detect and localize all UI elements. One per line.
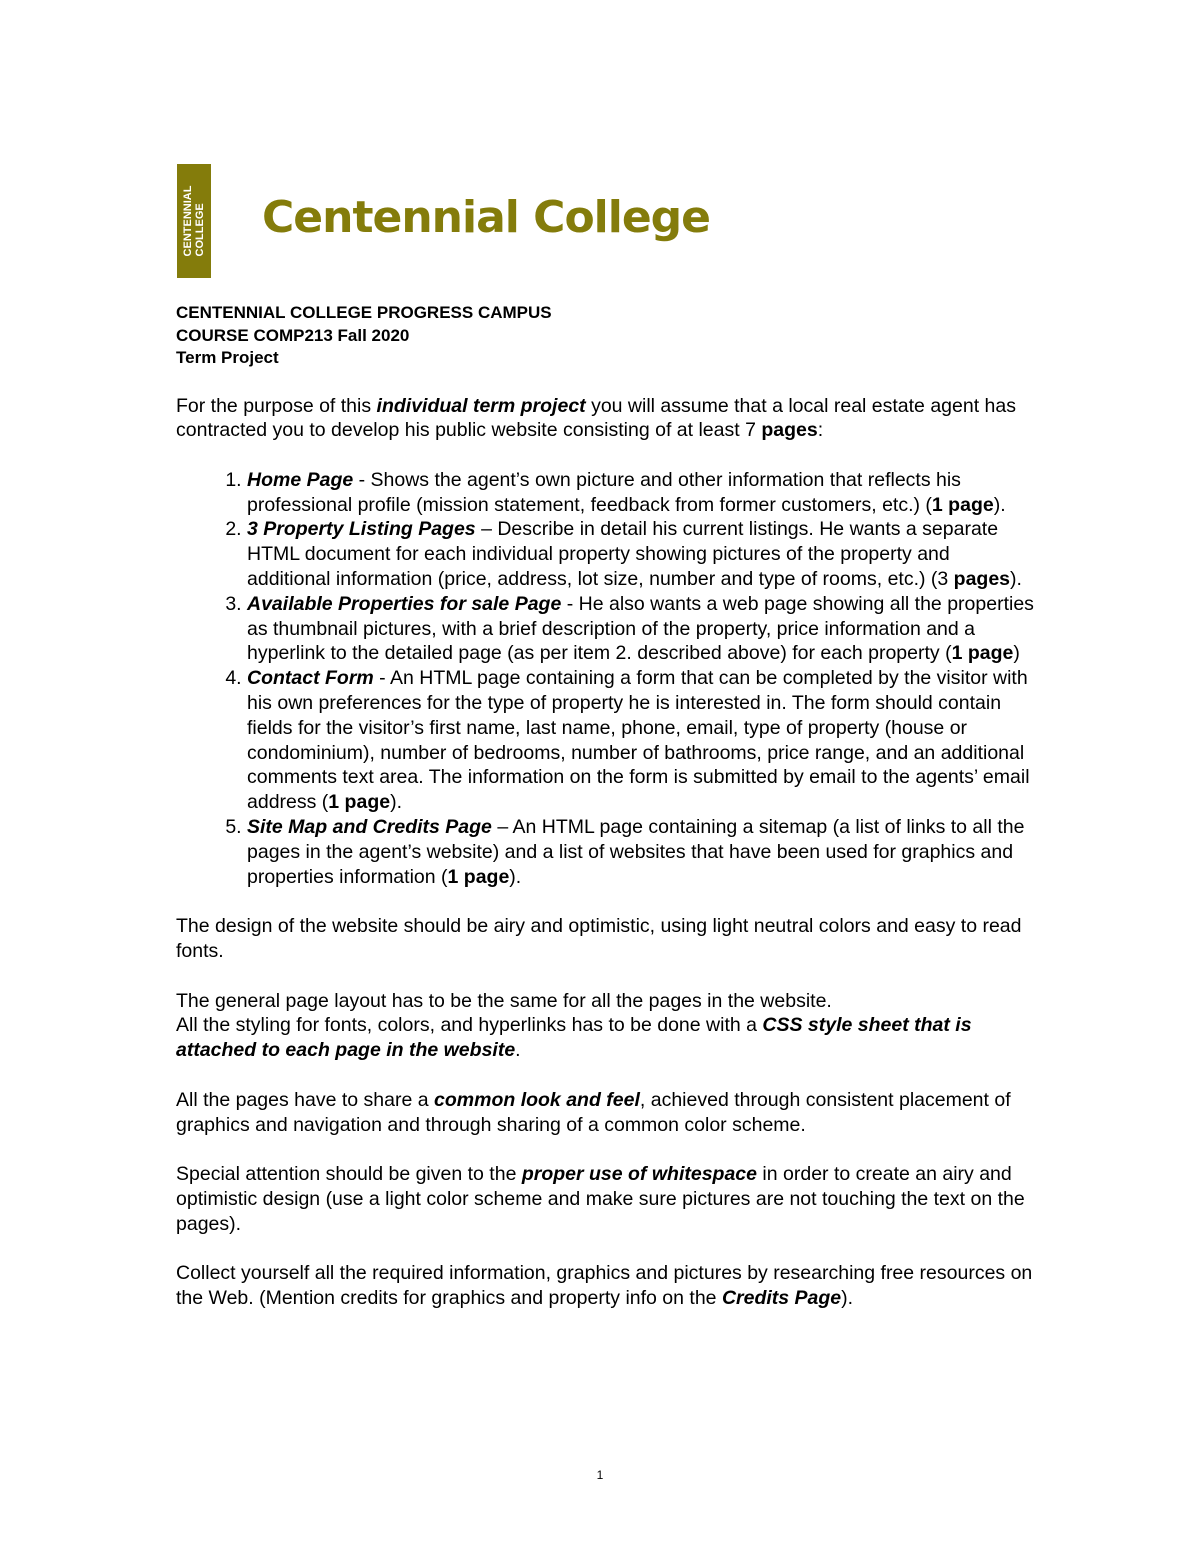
page-number: 1 (596, 1468, 604, 1482)
look-and-feel-paragraph: All the pages have to share a common look and feel, achieved through consistent placement of graphics and navigation and through sharing of a common color scheme. (176, 1088, 1011, 1136)
logo-vertical-line-2: COLLEGE (194, 203, 206, 257)
layout-paragraph: The general page layout has to be the same for all the pages in the website. All the styling for fonts, colors, and hyperlinks has to be done with a CSS style sheet that is attached to each page in the website. (176, 989, 972, 1062)
campus-heading: CENTENNIAL COLLEGE PROGRESS CAMPUS (176, 303, 552, 322)
intro-paragraph: For the purpose of this individual term project you will assume that a local real estate agent has contracted you to develop his public website consisting of at least 7 pages: (176, 394, 1016, 442)
list-item: 5. Site Map and Credits Page – An HTML page containing a sitemap (a list of links to all the pages in the agent’s website) and a list of websites that have been used for graphics and properties information (1 page). (247, 815, 1036, 889)
whitespace-paragraph: Special attention should be given to the proper use of whitespace in order to create an airy and optimistic design (use a light color scheme and make sure pictures are not touching the text on the pages). (176, 1163, 1025, 1235)
design-paragraph: The design of the website should be airy and optimistic, using light neutral colors and easy to read fonts. (176, 915, 1022, 963)
list-item: 2. 3 Property Listing Pages – Describe in detail his current listings. He wants a separate HTML document for each individual property showing pictures of the property and additional information (price, address, lot size, number and type of rooms, etc.) (3 pages). (247, 517, 1036, 591)
logo-vertical-line-1: CENTENNIAL (182, 185, 194, 257)
college-logo-emblem (177, 164, 211, 278)
course-heading: COURSE COMP213 Fall 2020 (176, 325, 410, 345)
list-item: 4. Contact Form - An HTML page containing a form that can be completed by the visitor with his own preferences for the type of property he is interested in. The form should contain fields for the visitor’s first name, last name, phone, email, type of property (house or condominium), number of bedrooms, number of bathrooms, price range, and an additional comments text area. The information on the form is submitted by email to the agents’ email address (1 page). (247, 666, 1036, 815)
project-heading: Term Project (176, 348, 279, 367)
document-body (176, 302, 1036, 1336)
list-item: 1. Home Page - Shows the agent’s own picture and other information that reflects his professional profile (mission statement, feedback from former customers, etc.) (1 page). (247, 468, 1036, 518)
collect-resources-paragraph: Collect yourself all the required information, graphics and pictures by researching free resources on the Web. (Mention credits for graphics and property info on the Credits Page). (176, 1262, 1033, 1310)
college-wordmark: Centennial College (262, 192, 711, 243)
page-requirements-list (176, 468, 1036, 890)
list-item: 3. Available Properties for sale Page - He also wants a web page showing all the properties as thumbnail pictures, with a brief description of the property, price information and a hyperlink to the detailed page (as per item 2. described above) for each property (1 page) (247, 592, 1036, 666)
